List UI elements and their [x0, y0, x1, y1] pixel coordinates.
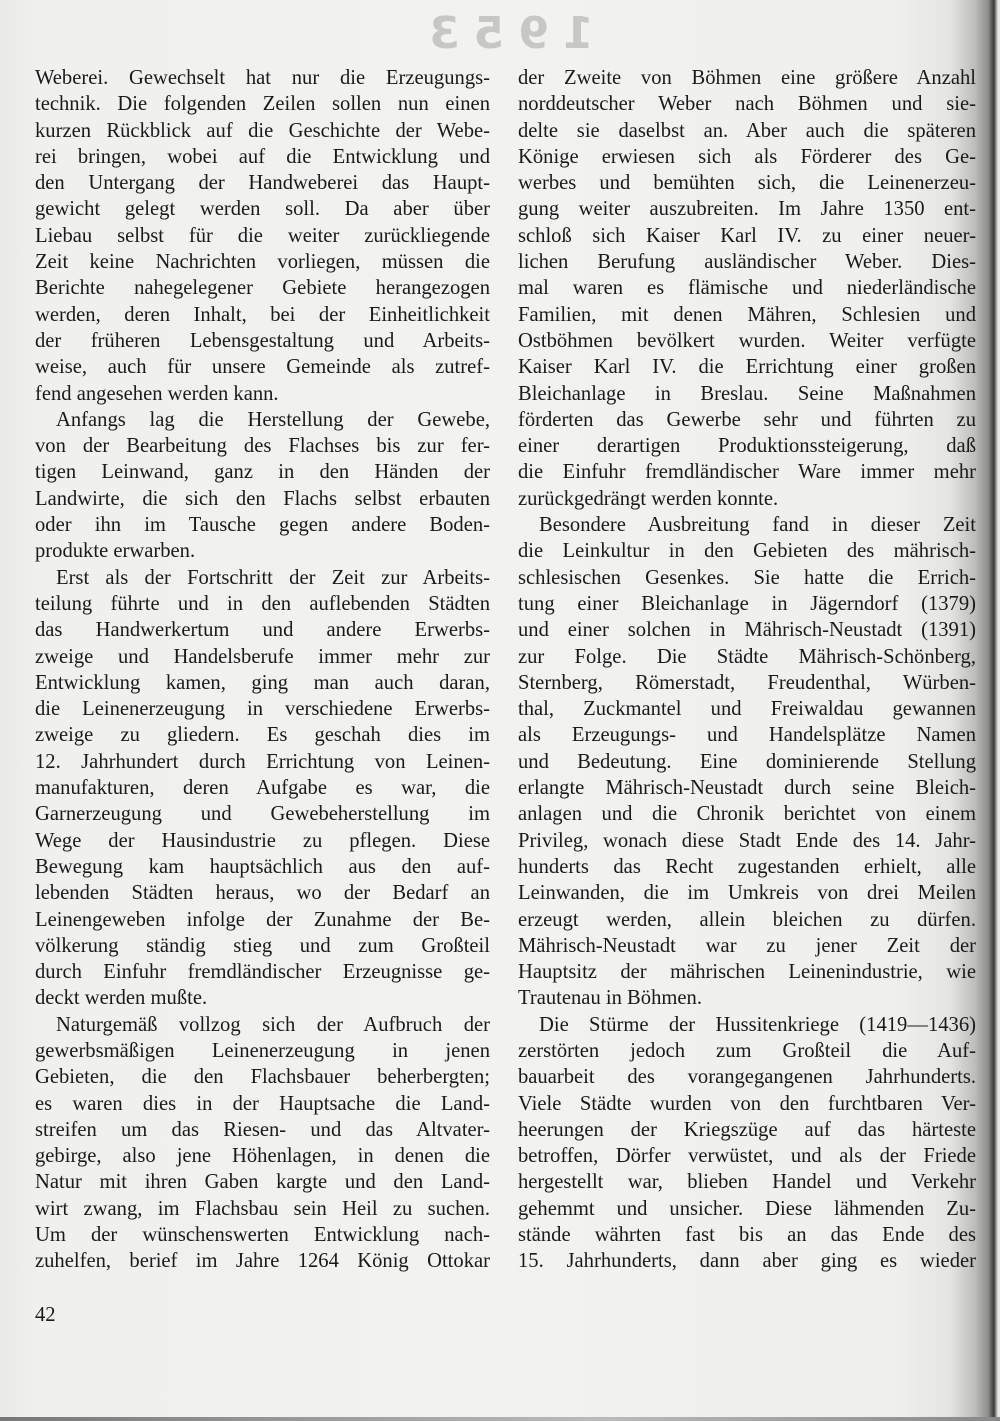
text-line: tigen Leinwand, ganz in den Händen der	[35, 461, 490, 484]
text-line: werden, deren Inhalt, bei der Einheitlichkeit	[35, 303, 490, 326]
text-line: produkte erwarben.	[35, 540, 196, 563]
text-line: Privileg, wonach diese Stadt Ende des 14. Jahr-	[518, 829, 976, 852]
text-line: gung weiter auszubreiten. Im Jahre 1350 ent-	[518, 198, 976, 221]
text-line: Erst als der Fortschritt der Zeit zur Arbeits-	[56, 566, 490, 589]
text-line: als Erzeugungs- und Handelsplätze Namen	[518, 724, 976, 747]
text-line: Könige erwiesen sich als Förderer des Ge-	[518, 145, 976, 168]
text-line: zerstörten jedoch zum Großteil die Auf-	[518, 1039, 976, 1062]
text-line: Weberei. Gewechselt hat nur die Erzeugungs-	[35, 67, 490, 89]
text-line: zur Folge. Die Städte Mährisch-Schönberg,	[518, 645, 976, 668]
text-line: und einer solchen in Mährisch-Neustadt (1391)	[518, 619, 976, 642]
text-line: Leinengeweben infolge der Zunahme der Be-	[35, 908, 490, 931]
text-line: Sternberg, Römerstadt, Freudenthal, Würben-	[518, 671, 976, 694]
text-line: Trautenau in Böhmen.	[518, 987, 702, 1010]
text-line: zurückgedrängt werden konnte.	[518, 487, 779, 510]
page-bottom-edge	[0, 1417, 1000, 1421]
text-line: Zeit keine Nachrichten vorliegen, müssen die	[35, 251, 490, 274]
text-line: delte sie daselbst an. Aber auch die späteren	[518, 119, 976, 142]
text-line: Besondere Ausbreitung fand in dieser Zeit	[539, 514, 976, 537]
text-line: Ostböhmen bevölkert wurden. Weiter verfügte	[518, 329, 976, 352]
text-line: Um der wünschenswerten Entwicklung nach-	[35, 1224, 490, 1247]
text-line: Naturgemäß vollzog sich der Aufbruch der	[56, 1013, 490, 1036]
text-line: Kaiser Karl IV. die Errichtung einer großen	[518, 356, 976, 379]
text-line: Entwicklung kamen, ging man auch daran,	[35, 671, 490, 694]
text-line: mal waren es flämische und niederländische	[518, 277, 976, 300]
text-column-left	[35, 65, 490, 1275]
text-line: der Zweite von Böhmen eine größere Anzahl	[518, 67, 976, 89]
text-line: Landwirte, die sich den Flachs selbst erbauten	[35, 487, 490, 510]
text-line: hunderts das Recht zugestanden erhielt, alle	[518, 855, 976, 878]
text-line: Die Stürme der Hussitenkriege (1419—1436)	[539, 1013, 976, 1036]
text-line: die Leinkultur in den Gebieten des mährisch-	[518, 540, 976, 563]
text-line: Gebieten, die den Flachsbauer beherbergten;	[35, 1066, 490, 1089]
text-line: Liebau selbst für die weiter zurückliegende	[35, 224, 490, 247]
text-line: Hauptsitz der mährischen Leinenindustrie, wie	[518, 961, 976, 984]
text-line: Bleichanlage in Breslau. Seine Maßnahmen	[518, 382, 976, 405]
text-line: stände währten fast bis an das Ende des	[518, 1224, 976, 1247]
text-line: 12. Jahrhundert durch Errichtung von Leinen-	[35, 750, 490, 773]
show-through-mark: 1953	[415, 8, 594, 59]
text-line: rei bringen, wobei auf die Entwicklung und	[35, 145, 490, 168]
text-line: streifen um das Riesen- und das Altvater-	[35, 1118, 490, 1141]
text-line: das Handwerkertum und andere Erwerbs-	[35, 619, 490, 642]
text-line: Anfangs lag die Herstellung der Gewebe,	[56, 408, 490, 431]
text-line: manufakturen, deren Aufgabe es war, die	[35, 777, 490, 800]
text-line: Familien, mit denen Mähren, Schlesien und	[518, 303, 976, 326]
text-line: schlesischen Gesenkes. Sie hatte die Errich-	[518, 566, 976, 589]
page-number: 42	[35, 1304, 56, 1326]
text-line: gewicht gelegt werden soll. Da aber über	[35, 198, 490, 221]
text-line: erzeugt werden, allein bleichen zu dürfen.	[518, 908, 976, 931]
text-line: thal, Zuckmantel und Freiwaldau gewannen	[518, 698, 976, 721]
text-line: hergestellt war, blieben Handel und Verkehr	[518, 1171, 976, 1194]
text-line: norddeutscher Weber nach Böhmen und sie-	[518, 93, 976, 116]
text-line: zweige zu gliedern. Es geschah dies im	[35, 724, 490, 747]
text-line: es waren dies in der Hauptsache die Land-	[35, 1092, 490, 1115]
text-line: teilung führte und in den auflebenden Städten	[35, 592, 490, 615]
text-line: zweige und Handelsberufe immer mehr zur	[35, 645, 490, 668]
text-line: technik. Die folgenden Zeilen sollen nun einen	[35, 93, 490, 116]
text-line: betroffen, Dörfer verwüstet, und als der Friede	[518, 1145, 976, 1168]
text-line: den Untergang der Handweberei das Haupt-	[35, 172, 490, 195]
text-line: anlagen und die Chronik berichtet von einem	[518, 803, 976, 826]
text-line: die Leinenerzeugung in verschiedene Erwerbs-	[35, 698, 490, 721]
text-line: erlangte Mährisch-Neustadt durch seine Bleich-	[518, 777, 976, 800]
text-line: Wege der Hausindustrie zu pflegen. Diese	[35, 829, 490, 852]
text-line: bauarbeit des vorangegangenen Jahrhunderts.	[518, 1066, 976, 1089]
text-line: förderten das Gewerbe sehr und führten zu	[518, 408, 976, 431]
text-line: kurzen Rückblick auf die Geschichte der Webe-	[35, 119, 490, 142]
text-line: gebirge, also jene Höhenlagen, in denen die	[35, 1145, 490, 1168]
text-line: Garnerzeugung und Gewebeherstellung im	[35, 803, 490, 826]
text-line: weise, auch für unsere Gemeinde als zutref-	[35, 356, 490, 379]
text-line: werbes und bemühten sich, die Leinenerzeu-	[518, 172, 976, 195]
text-line: lebenden Städten heraus, wo der Bedarf an	[35, 882, 490, 905]
text-line: durch Einfuhr fremdländischer Erzeugnisse ge-	[35, 961, 490, 984]
text-line: völkerung ständig stieg und zum Großteil	[35, 934, 490, 957]
text-line: gewerbsmäßigen Leinenerzeugung in jenen	[35, 1039, 490, 1062]
text-line: Viele Städte wurden von den furchtbaren Ver-	[518, 1092, 976, 1115]
text-line: lichen Berufung ausländischer Weber. Dies-	[518, 251, 976, 274]
text-line: und Bedeutung. Eine dominierende Stellung	[518, 750, 976, 773]
text-line: tung einer Bleichanlage in Jägerndorf (1379)	[518, 592, 976, 615]
text-column-right	[518, 65, 976, 1275]
text-line: zuhelfen, berief im Jahre 1264 König Ottokar	[35, 1250, 490, 1273]
text-line: gehemmt und unsicher. Diese lähmenden Zu-	[518, 1197, 976, 1220]
text-line: Berichte nahegelegener Gebiete herangezogen	[35, 277, 490, 300]
text-line: Mährisch-Neustadt war zu jener Zeit der	[518, 934, 976, 957]
text-line: der früheren Lebensgestaltung und Arbeits-	[35, 329, 490, 352]
text-line: wirt zwang, im Flachsbau sein Heil zu suchen.	[35, 1197, 490, 1220]
text-line: 15. Jahrhunderts, dann aber ging es wieder	[518, 1250, 976, 1273]
text-line: heerungen der Kriegszüge auf das härteste	[518, 1118, 976, 1141]
text-line: schloß sich Kaiser Karl IV. zu einer neuer-	[518, 224, 976, 247]
text-line: Bewegung kam hauptsächlich aus den auf-	[35, 855, 490, 878]
text-line: Leinwanden, die im Umkreis von drei Meilen	[518, 882, 976, 905]
text-line: von der Bearbeitung des Flachses bis zur fer-	[35, 435, 490, 458]
text-line: einer derartigen Produktionssteigerung, daß	[518, 435, 976, 458]
text-line: die Einfuhr fremdländischer Ware immer mehr	[518, 461, 976, 484]
text-line: fend angesehen werden kann.	[35, 382, 279, 405]
text-line: deckt werden mußte.	[35, 987, 208, 1010]
text-line: oder ihn im Tausche gegen andere Boden-	[35, 514, 490, 537]
text-line: Natur mit ihren Gaben kargte und den Land-	[35, 1171, 490, 1194]
